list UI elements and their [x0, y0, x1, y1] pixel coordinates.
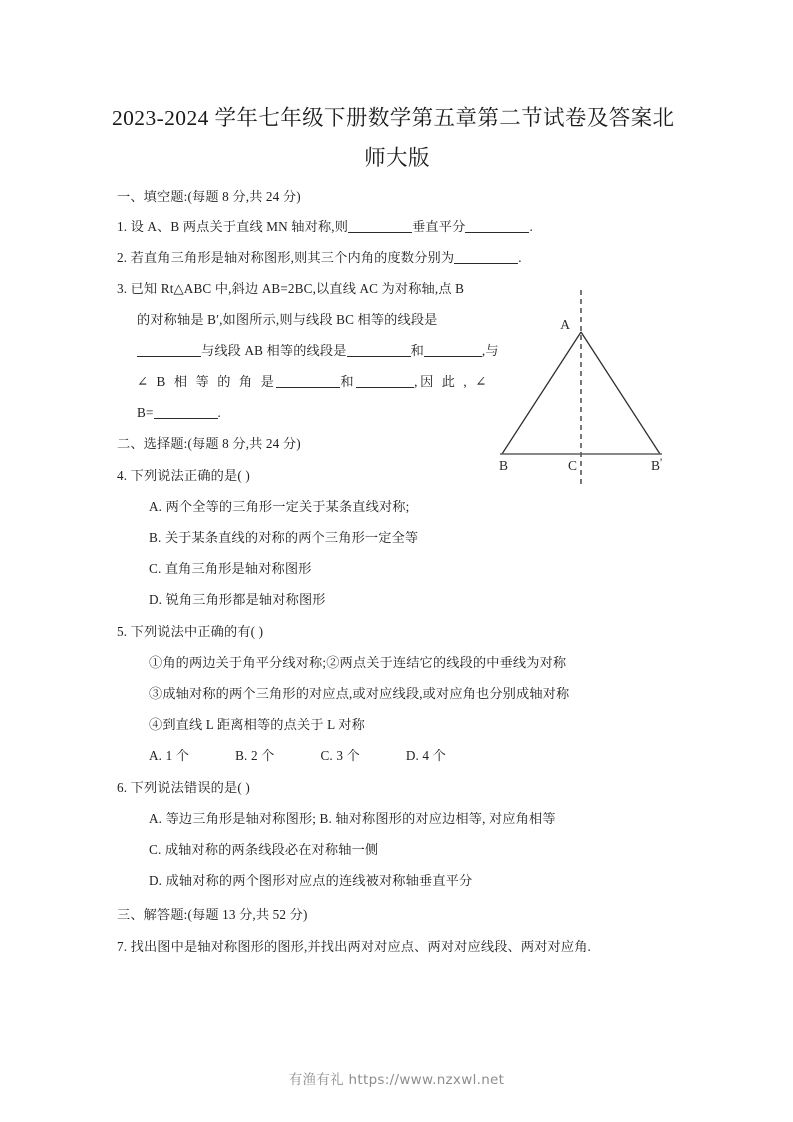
question-3-text-d: ∠ B 相 等 的 角 是 — [137, 374, 277, 389]
page-title-line-1: 2023-2024 学年七年级下册数学第五章第二节试卷及答案北 — [112, 106, 675, 130]
question-1-text-a: 1. 设 A、B 两点关于直线 MN 轴对称,则 — [117, 219, 349, 234]
question-7-stem: 7. 找出图中是轴对称图形的图形,并找出两对对应点、两对对应线段、两对对应角. — [117, 939, 592, 954]
question-5-statement-2: ③成轴对称的两个三角形的对应点,或对应线段,或对应角也分别成轴对称 — [149, 686, 570, 701]
question-3-text-h: . — [217, 405, 221, 420]
question-3-blank-5[interactable] — [356, 387, 414, 388]
question-5-option-c[interactable]: C. 3 个 — [320, 748, 360, 763]
question-3-text-b: 和 — [410, 343, 424, 358]
page-title — [112, 98, 682, 178]
question-1-text-c: . — [529, 219, 533, 234]
question-2 — [117, 243, 522, 274]
question-3-line-5 — [137, 398, 221, 429]
question-6-option-d[interactable]: D. 成轴对称的两个图形对应点的连线被对称轴垂直平分 — [149, 873, 473, 888]
geometry-figure-triangle — [488, 286, 688, 496]
question-3-line-2: 的对称轴是 B′,如图所示,则与线段 BC 相等的线段是 — [137, 312, 438, 327]
question-3-text-f: ,因 此 , ∠ — [414, 374, 489, 389]
question-5-answer-row — [149, 741, 446, 772]
question-3-blank-2[interactable] — [347, 356, 411, 357]
question-2-blank-1[interactable] — [454, 263, 518, 264]
footer-watermark: 有渔有礼 https://www.nzxwl.net — [288, 1072, 505, 1088]
question-3-text-e: 和 — [340, 374, 357, 389]
question-5-statement-3: ④到直线 L 距离相等的点关于 L 对称 — [149, 717, 365, 732]
question-4-option-c[interactable]: C. 直角三角形是轴对称图形 — [149, 561, 312, 576]
question-3-blank-4[interactable] — [276, 387, 340, 388]
question-5-stem: 5. 下列说法中正确的有( ) — [117, 624, 264, 639]
figure-label-b-prime-mark: ' — [660, 455, 663, 469]
section-heading-answer-questions: 三、解答题:(每题 13 分,共 52 分) — [117, 907, 308, 922]
question-5-option-b[interactable]: B. 2 个 — [235, 748, 275, 763]
triangle-side-ab-prime — [581, 332, 660, 454]
question-3-text-c: ,与 — [481, 343, 499, 358]
question-3-blank-3[interactable] — [424, 356, 482, 357]
question-3-text-a: 与线段 AB 相等的线段是 — [201, 343, 347, 358]
question-1-blank-1[interactable] — [348, 232, 412, 233]
question-3-line-3 — [137, 336, 499, 367]
question-4-option-b[interactable]: B. 关于某条直线的对称的两个三角形一定全等 — [149, 530, 419, 545]
question-3-blank-6[interactable] — [154, 418, 218, 419]
question-3-text-g: B= — [137, 405, 154, 420]
figure-label-c: C — [568, 458, 578, 473]
question-1 — [117, 212, 533, 243]
question-5-option-d[interactable]: D. 4 个 — [405, 748, 446, 763]
section-heading-multiple-choice: 二、选择题:(每题 8 分,共 24 分) — [117, 436, 301, 451]
question-2-text-b: . — [518, 250, 522, 265]
question-5-statement-1: ①角的两边关于角平分线对称;②两点关于连结它的线段的中垂线为对称 — [149, 655, 567, 670]
page-title-line-2: 师大版 — [364, 146, 430, 170]
figure-label-b: B — [499, 458, 509, 473]
question-3-blank-1[interactable] — [137, 356, 201, 357]
section-heading-fill-in-blank: 一、填空题:(每题 8 分,共 24 分) — [117, 189, 301, 204]
question-2-text-a: 2. 若直角三角形是轴对称图形,则其三个内角的度数分别为 — [117, 250, 455, 265]
question-1-text-b: 垂直平分 — [412, 219, 466, 234]
question-3-line-4 — [137, 367, 489, 398]
question-4-option-d[interactable]: D. 锐角三角形都是轴对称图形 — [149, 592, 326, 607]
question-5-option-a[interactable]: A. 1 个 — [149, 748, 190, 763]
question-3-line-1: 3. 已知 Rt△ABC 中,斜边 AB=2BC,以直线 AC 为对称轴,点 B — [117, 281, 465, 296]
question-4-stem: 4. 下列说法正确的是( ) — [117, 468, 250, 483]
question-6-option-ab[interactable]: A. 等边三角形是轴对称图形; B. 轴对称图形的对应边相等, 对应角相等 — [149, 811, 556, 826]
figure-label-b-prime: B — [651, 458, 661, 473]
figure-label-a: A — [560, 317, 570, 332]
question-6-stem: 6. 下列说法错误的是( ) — [117, 780, 250, 795]
question-6-option-c[interactable]: C. 成轴对称的两条线段必在对称轴一侧 — [149, 842, 379, 857]
question-1-blank-2[interactable] — [465, 232, 529, 233]
question-4-option-a[interactable]: A. 两个全等的三角形一定关于某条直线对称; — [149, 499, 410, 514]
triangle-side-ab — [502, 332, 581, 454]
